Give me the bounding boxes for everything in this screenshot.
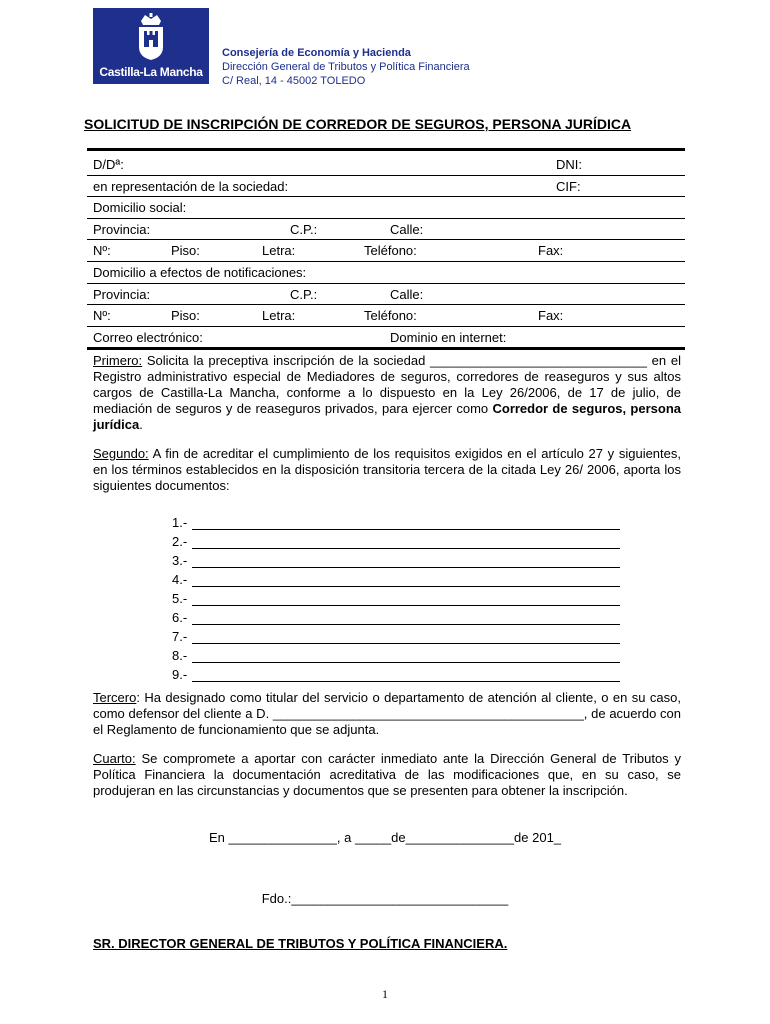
- blank-line: [192, 517, 620, 530]
- primero-label: Primero:: [93, 353, 143, 368]
- addressee: SR. DIRECTOR GENERAL DE TRIBUTOS Y POLÍTICA FINANCIERA.: [93, 936, 508, 951]
- row-provincia: [87, 218, 685, 240]
- blank-line: [192, 574, 620, 587]
- row-provincia-2: [87, 283, 685, 305]
- label-calle: Calle:: [390, 286, 424, 302]
- label-piso: Piso:: [171, 308, 200, 324]
- list-item: 8.-: [172, 644, 620, 663]
- list-item: 5.-: [172, 587, 620, 606]
- applicant-form: [87, 148, 685, 350]
- label-dominio: Dominio en internet:: [390, 329, 507, 345]
- row-domicilio-social: [87, 196, 685, 218]
- cuarto-label: Cuarto:: [93, 751, 136, 766]
- org-direccion: Dirección General de Tributos y Política Financiera: [222, 61, 470, 73]
- label-provincia: Provincia:: [93, 221, 151, 237]
- row-numero-2: [87, 304, 685, 326]
- label-fax: Fax:: [538, 308, 564, 324]
- label-fax: Fax:: [538, 243, 564, 259]
- label-cif: CIF:: [556, 178, 581, 194]
- row-correo: [87, 326, 685, 348]
- blank-line: [192, 612, 620, 625]
- tercero-text: : Ha designado como titular del servicio o departamento de atención al cliente, o en su caso, como defensor del cliente a D. ___________________________________________, de acuerdo con el Reglamento de funcionamiento que se adjunta.: [93, 690, 681, 737]
- castle-crown-emblem-icon: [133, 13, 169, 61]
- primero-bold: Corredor de seguros, persona jurídica: [93, 401, 681, 432]
- list-item: 9.-: [172, 663, 620, 682]
- row-numero: [87, 239, 685, 261]
- label-cp: C.P.:: [290, 221, 318, 237]
- label-letra: Letra:: [262, 243, 296, 259]
- list-item: 2.-: [172, 530, 620, 549]
- paragraph-tercero: [93, 690, 681, 738]
- label-dni: DNI:: [556, 157, 582, 172]
- label-telefono: Teléfono:: [364, 243, 417, 259]
- label-piso: Piso:: [171, 243, 200, 259]
- label-correo: Correo electrónico:: [93, 329, 203, 345]
- organization-block: [222, 46, 470, 88]
- row-name: [87, 154, 685, 175]
- logo-text: Castilla-La Mancha: [99, 65, 203, 79]
- list-item: 7.-: [172, 625, 620, 644]
- blank-line: [192, 669, 620, 682]
- cuarto-text: Se compromete a aportar con carácter inmediato ante la Dirección General de Tributos y Política Financiera la documentación acreditativa de las modificaciones que, en su caso, se produjeran en las circunstancias y documentos que se presenten para obtener la inscripción.: [93, 751, 681, 798]
- label-letra: Letra:: [262, 308, 296, 324]
- primero-text: Solicita la preceptiva inscripción de la sociedad ______________________________ en el Registro administrativo especial de Mediadores de seguros, corredores de reaseguros y sus altos cargos de Castilla-La Mancha, conforme a lo dispuesto en la Ley 26/2006, de 17 de julio, de mediación de seguros y de reaseguros privados, para ejercer como: [93, 353, 681, 416]
- documents-list: [172, 511, 620, 682]
- label-calle: Calle:: [390, 221, 424, 237]
- list-item: 3.-: [172, 549, 620, 568]
- date-line: En _______________, a _____de_______________de 201_: [208, 830, 562, 845]
- list-item: 6.-: [172, 606, 620, 625]
- row-representacion: [87, 175, 685, 197]
- label-provincia: Provincia:: [93, 286, 151, 302]
- page-number: 1: [382, 987, 388, 1001]
- org-consejeria: Consejería de Economía y Hacienda: [222, 47, 411, 59]
- blank-line: [192, 555, 620, 568]
- castilla-la-mancha-logo: [93, 8, 209, 84]
- paragraph-segundo: [93, 446, 681, 494]
- paragraph-cuarto: [93, 751, 681, 799]
- document-title: SOLICITUD DE INSCRIPCIÓN DE CORREDOR DE SEGUROS, PERSONA JURÍDICA: [84, 116, 632, 132]
- blank-line: [192, 631, 620, 644]
- list-item: 4.-: [172, 568, 620, 587]
- label-domicilio-social: Domicilio social:: [93, 200, 187, 216]
- tercero-label: Tercero: [93, 690, 137, 705]
- label-representacion: en representación de la sociedad:: [93, 178, 289, 194]
- org-address: C/ Real, 14 - 45002 TOLEDO: [222, 75, 366, 87]
- label-no: Nº:: [93, 243, 111, 259]
- primero-end: .: [139, 417, 143, 432]
- blank-line: [192, 650, 620, 663]
- segundo-text: A fin de acreditar el cumplimiento de los requisitos exigidos en el artículo 27 y siguientes, en los términos establecidos en la disposición transitoria tercera de la citada Ley 26/ 2006, aporta los siguientes documentos:: [93, 446, 681, 493]
- label-no: Nº:: [93, 308, 111, 324]
- label-cp: C.P.:: [290, 286, 318, 302]
- row-domicilio-notificaciones: [87, 261, 685, 283]
- signature-line: Fdo.:______________________________: [261, 891, 509, 906]
- list-item: 1.-: [172, 511, 620, 530]
- label-dd: D/Dª:: [93, 157, 124, 172]
- blank-line: [192, 536, 620, 549]
- blank-line: [192, 593, 620, 606]
- label-telefono: Teléfono:: [364, 308, 417, 324]
- label-domicilio-notificaciones: Domicilio a efectos de notificaciones:: [93, 264, 307, 280]
- segundo-label: Segundo:: [93, 446, 149, 461]
- paragraph-primero: [93, 353, 681, 433]
